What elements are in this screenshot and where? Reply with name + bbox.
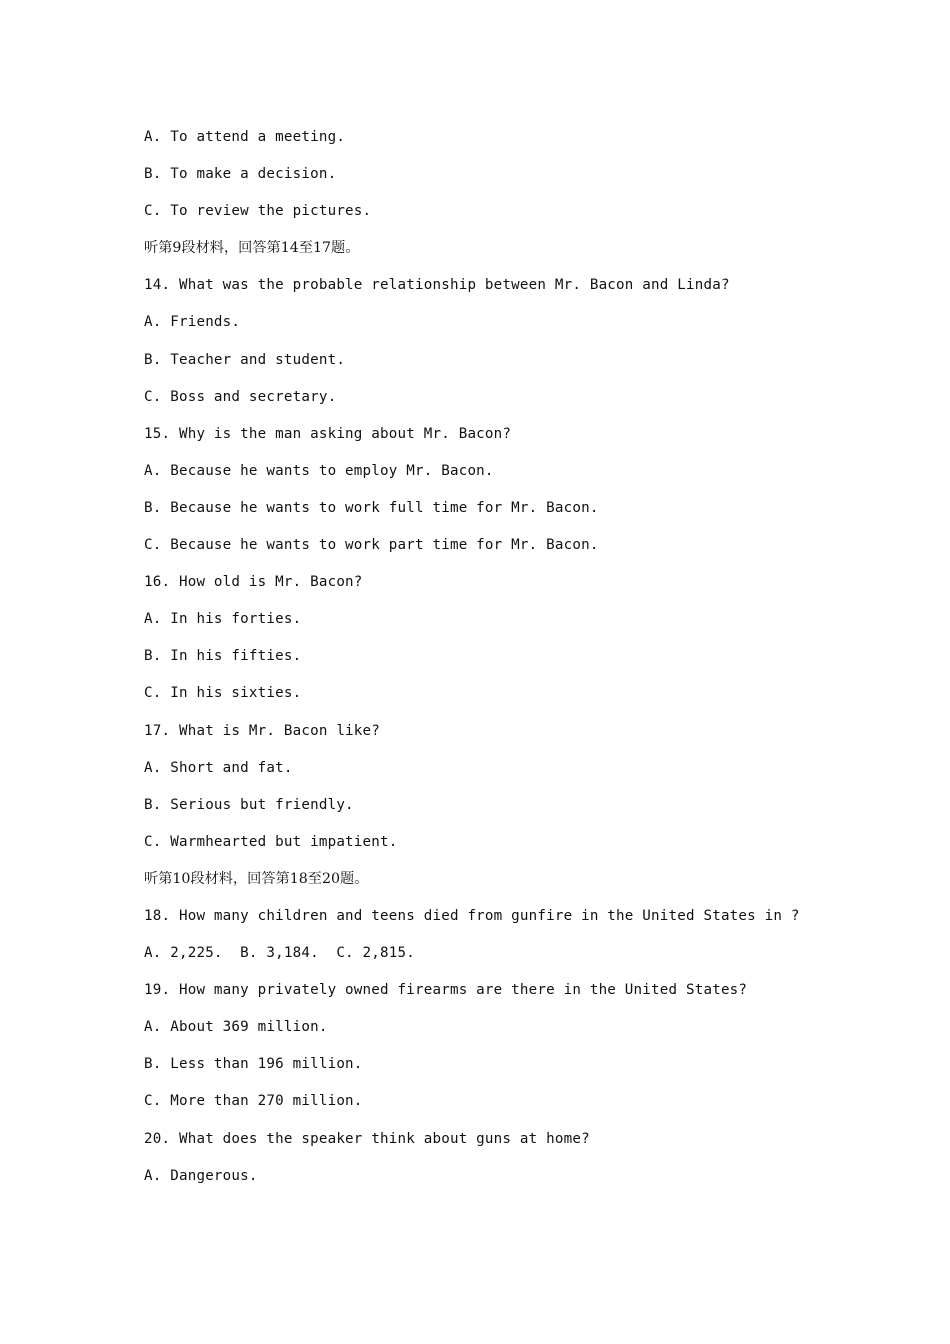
answer-option: A. Friends. [144,314,241,331]
question-16: 16. How old is Mr. Bacon? [144,574,363,591]
answer-option: C. More than 270 million. [144,1093,363,1110]
question-text-block [144,124,864,1200]
answer-option: A. Short and fat. [144,759,293,776]
answer-option: A. About 369 million. [144,1019,328,1036]
answer-option: A. To attend a meeting. [144,129,346,145]
section-instruction: 听第10段材料，回答第18至20题。 [144,870,369,887]
answer-option: B. Serious but friendly. [144,796,354,813]
section-instruction: 听第9段材料，回答第14至17题。 [144,240,360,257]
answer-option: B. Because he wants to work full time for Mr. Bacon. [144,499,599,516]
answer-options-inline: A. 2,225. B. 3,184. C. 2,815. [144,945,415,962]
answer-option: A. Dangerous. [144,1167,258,1184]
question-19: 19. How many privately owned firearms are there in the United States? [144,982,748,999]
answer-option: A. In his forties. [144,611,302,628]
question-18: 18. How many children and teens died from gunfire in the United States in ? [144,907,800,924]
answer-option: C. To review the pictures. [144,203,372,220]
answer-option: B. To make a decision. [144,166,337,183]
answer-option: B. Less than 196 million. [144,1056,363,1073]
answer-option: C. In his sixties. [144,685,302,702]
answer-option: C. Because he wants to work part time for Mr. Bacon. [144,537,599,554]
question-17: 17. What is Mr. Bacon like? [144,722,381,739]
answer-option: B. Teacher and student. [144,351,346,368]
answer-option: B. In his fifties. [144,648,302,665]
answer-option: C. Boss and secretary. [144,388,337,405]
answer-option: C. Warmhearted but impatient. [144,833,398,850]
question-15: 15. Why is the man asking about Mr. Bacon? [144,425,512,442]
answer-option: A. Because he wants to employ Mr. Bacon. [144,462,494,479]
question-14: 14. What was the probable relationship between Mr. Bacon and Linda? [144,277,730,294]
question-20: 20. What does the speaker think about guns at home? [144,1130,590,1147]
